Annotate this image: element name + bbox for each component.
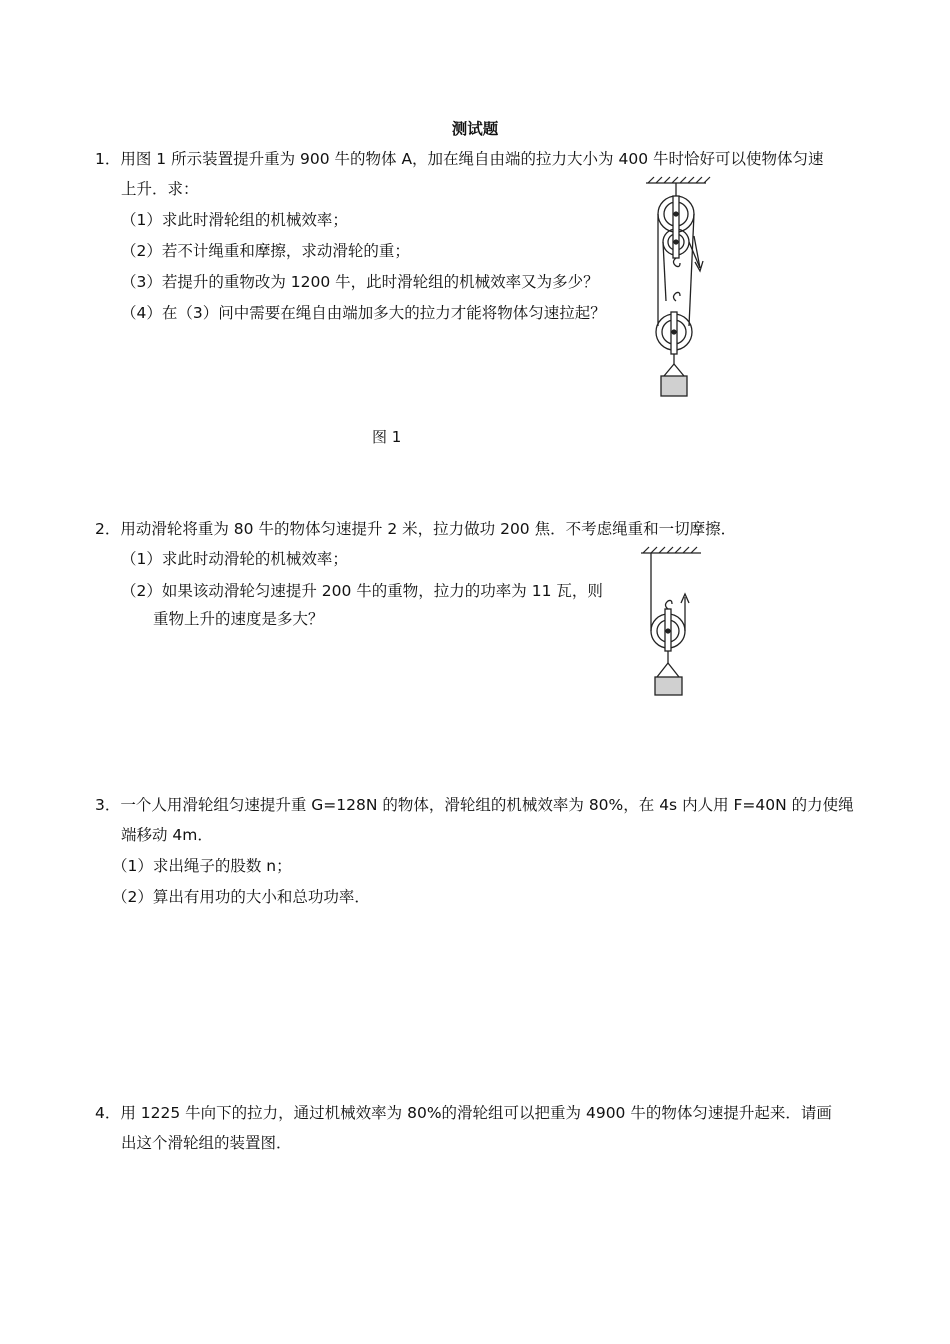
q2-sub1: （1）求此时动滑轮的机械效率； bbox=[121, 550, 348, 568]
q2-sub2-line1: （2）如果该动滑轮匀速提升 200 牛的重物，拉力的功率为 11 瓦，则 bbox=[121, 582, 603, 600]
ceiling-hatch bbox=[646, 177, 710, 183]
ceiling-hatch bbox=[641, 547, 701, 553]
q1-sub2: （2）若不计绳重和摩擦，求动滑轮的重； bbox=[121, 242, 410, 260]
q1-line1: 1．用图 1 所示装置提升重为 900 牛的物体 A，加在绳自由端的拉力大小为 400 牛时恰好可以使物体匀速 bbox=[95, 150, 824, 168]
q3-line1: 3．一个人用滑轮组匀速提升重 G=128N 的物体，滑轮组的机械效率为 80%，在 4s 内人用 F=40N 的力使绳 bbox=[95, 796, 854, 814]
q4-line1: 4．用 1225 牛向下的拉力，通过机械效率为 80%的滑轮组可以把重为 4900 牛的物体匀速提升起来．请画 bbox=[95, 1104, 832, 1122]
q3-sub1: （1）求出绳子的股数 n； bbox=[112, 857, 292, 875]
load-block bbox=[655, 677, 682, 695]
load-block bbox=[661, 376, 687, 396]
q1-sub3: （3）若提升的重物改为 1200 牛，此时滑轮组的机械效率又为多少？ bbox=[121, 273, 599, 291]
q4-line2: 出这个滑轮组的装置图． bbox=[121, 1134, 292, 1152]
movable-pulley-figure-2 bbox=[635, 545, 710, 700]
q3-sub2: （2）算出有用功的大小和总功功率． bbox=[112, 888, 370, 906]
q1-line2: 上升．求： bbox=[121, 180, 199, 198]
pulley-block-figure-1 bbox=[640, 176, 720, 404]
q1-sub4: （4）在（3）问中需要在绳自由端加多大的拉力才能将物体匀速拉起？ bbox=[121, 304, 606, 322]
page-title: 测试题 bbox=[451, 120, 499, 138]
q1-sub1: （1）求此时滑轮组的机械效率； bbox=[121, 211, 348, 229]
figure-1-caption: 图 1 bbox=[372, 428, 402, 446]
q3-line2: 端移动 4m． bbox=[121, 826, 213, 844]
q2-sub2-line2: 重物上升的速度是多大？ bbox=[153, 610, 324, 628]
q2-line1: 2．用动滑轮将重为 80 牛的物体匀速提升 2 米，拉力做功 200 焦．不考虑绳重和一切摩擦． bbox=[95, 520, 737, 538]
